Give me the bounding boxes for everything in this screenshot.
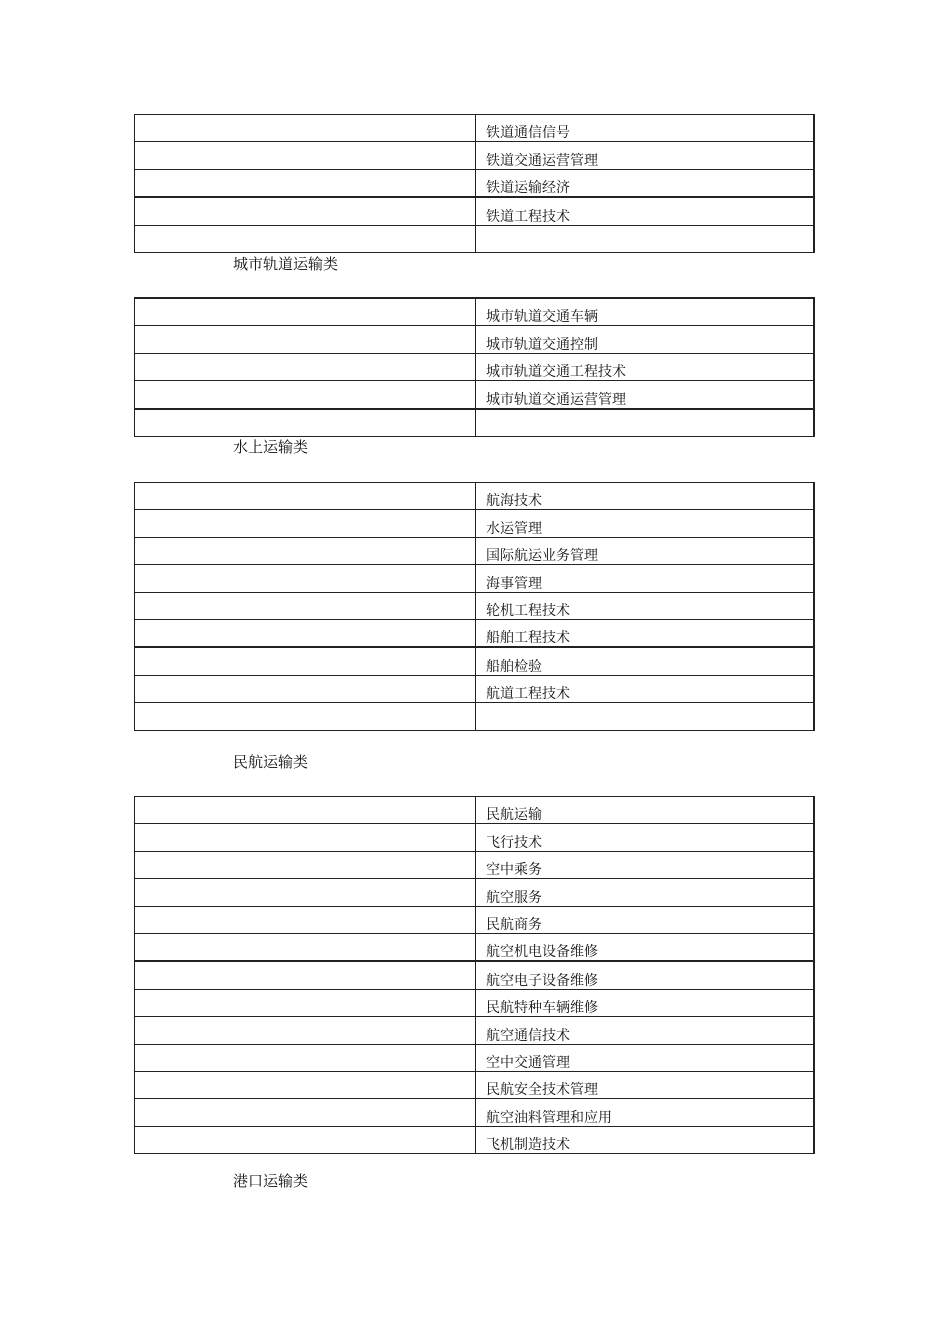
- major-name: 航道工程技术: [476, 675, 815, 702]
- table-row: [135, 1071, 815, 1098]
- table-row: [135, 1017, 815, 1044]
- major-name: 城市轨道交通车辆: [476, 298, 815, 326]
- major-name: 飞机制造技术: [476, 1126, 815, 1153]
- major-name: 铁道通信信号: [476, 115, 815, 142]
- table-row: [135, 353, 815, 380]
- major-name: 航空通信技术: [476, 1017, 815, 1044]
- major-name: 航空服务: [476, 879, 815, 906]
- major-name: 铁道工程技术: [476, 197, 815, 225]
- section-heading-urban-rail: 城市轨道运输类: [233, 255, 339, 273]
- major-name: 铁道运输经济: [476, 169, 815, 197]
- table-row: [135, 298, 815, 326]
- table-row: [135, 592, 815, 619]
- major-name: 水运管理: [476, 510, 815, 537]
- table-row: [135, 1044, 815, 1071]
- civil-aviation-table: [134, 796, 815, 1154]
- table-row: [135, 115, 815, 142]
- major-name: 民航商务: [476, 906, 815, 933]
- major-name: 船舶检验: [476, 647, 815, 675]
- major-name: 航海技术: [476, 483, 815, 510]
- section-heading-port-transport: 港口运输类: [233, 1172, 309, 1190]
- table-row: [135, 989, 815, 1016]
- major-name: 民航特种车辆维修: [476, 989, 815, 1016]
- major-name: 民航安全技术管理: [476, 1071, 815, 1098]
- section-heading-water-transport: 水上运输类: [233, 438, 309, 456]
- major-name: 航空电子设备维修: [476, 961, 815, 989]
- table-row: [135, 537, 815, 564]
- table-row: [135, 824, 815, 851]
- table-row: [135, 879, 815, 906]
- major-name: 航空机电设备维修: [476, 933, 815, 961]
- table-row: [135, 409, 815, 437]
- table-row: [135, 381, 815, 409]
- table-row: [135, 619, 815, 647]
- major-name: 海事管理: [476, 565, 815, 592]
- table-row: [135, 197, 815, 225]
- table-row: [135, 906, 815, 933]
- table-row: [135, 169, 815, 197]
- railway-table: [134, 114, 815, 253]
- urban-rail-table: [134, 297, 815, 437]
- table-row: [135, 565, 815, 592]
- table-row: [135, 510, 815, 537]
- major-name: 航空油料管理和应用: [476, 1099, 815, 1126]
- major-name: 城市轨道交通工程技术: [476, 353, 815, 380]
- major-name: 城市轨道交通运营管理: [476, 381, 815, 409]
- table-row: [135, 851, 815, 878]
- major-name: 飞行技术: [476, 824, 815, 851]
- table-row: [135, 1099, 815, 1126]
- major-name: 船舶工程技术: [476, 619, 815, 647]
- table-row: [135, 961, 815, 989]
- major-name: 国际航运业务管理: [476, 537, 815, 564]
- table-row: [135, 675, 815, 702]
- major-name: 民航运输: [476, 797, 815, 824]
- table-row: [135, 797, 815, 824]
- major-name: 空中乘务: [476, 851, 815, 878]
- major-name: [476, 225, 815, 252]
- major-name: 空中交通管理: [476, 1044, 815, 1071]
- table-row: [135, 1126, 815, 1153]
- major-name: 铁道交通运营管理: [476, 142, 815, 169]
- water-transport-table: [134, 482, 815, 731]
- table-row: [135, 933, 815, 961]
- major-name: [476, 409, 815, 437]
- section-heading-civil-aviation: 民航运输类: [233, 753, 309, 771]
- table-row: [135, 326, 815, 353]
- table-row: [135, 703, 815, 730]
- major-name: [476, 703, 815, 730]
- table-row: [135, 483, 815, 510]
- table-row: [135, 225, 815, 252]
- major-name: 城市轨道交通控制: [476, 326, 815, 353]
- table-row: [135, 142, 815, 169]
- major-name: 轮机工程技术: [476, 592, 815, 619]
- table-row: [135, 647, 815, 675]
